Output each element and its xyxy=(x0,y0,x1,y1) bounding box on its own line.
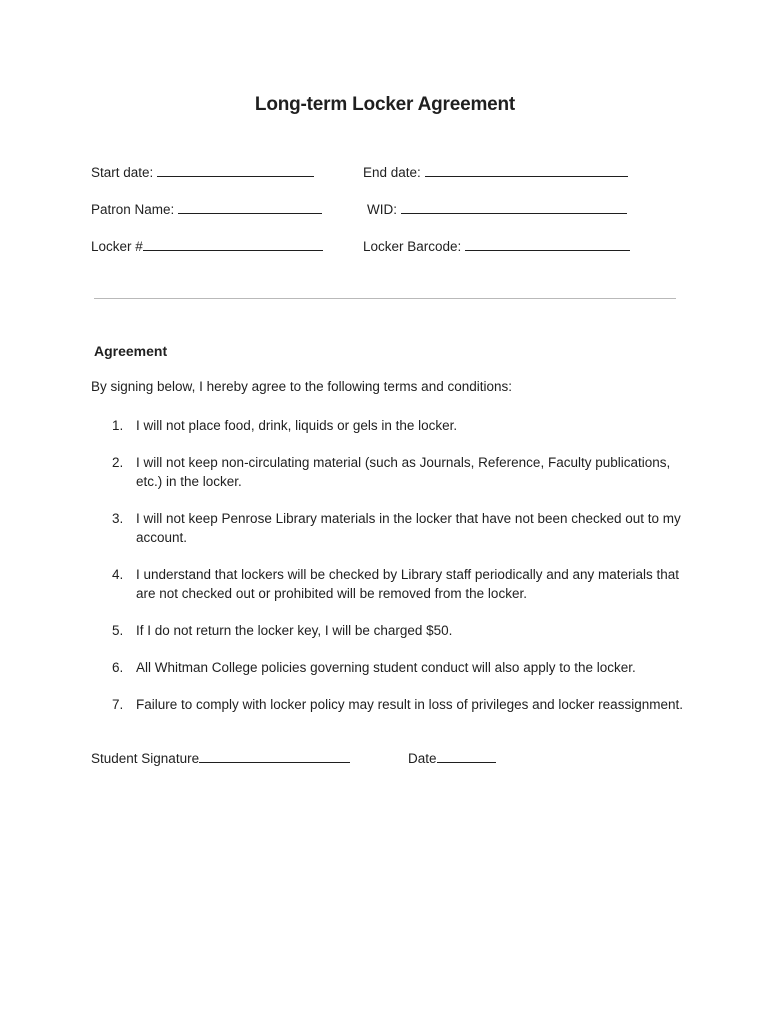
term-number: 1. xyxy=(112,418,124,433)
patron-name-label: Patron Name: xyxy=(91,202,175,217)
term-item xyxy=(91,565,691,603)
student-signature-field[interactable] xyxy=(91,748,350,766)
patron-name-field[interactable] xyxy=(91,199,322,217)
agreement-intro: By signing below, I hereby agree to the following terms and conditions: xyxy=(91,379,512,394)
signature-date-blank[interactable] xyxy=(437,748,496,763)
end-date-label: End date: xyxy=(363,165,421,180)
term-text: I will not place food, drink, liquids or gels in the locker. xyxy=(136,418,458,433)
term-number: 5. xyxy=(112,623,124,638)
term-item xyxy=(91,658,691,677)
locker-barcode-label: Locker Barcode: xyxy=(363,239,462,254)
locker-barcode-blank[interactable] xyxy=(465,236,630,251)
student-signature-label: Student Signature xyxy=(91,751,200,766)
start-date-label: Start date: xyxy=(91,165,154,180)
term-item xyxy=(91,621,691,640)
term-text: If I do not return the locker key, I will be charged $50. xyxy=(136,623,453,638)
term-text: I will not keep non-circulating material (such as Journals, Reference, Faculty publications, etc.) in the locker. xyxy=(136,455,671,489)
term-text: I will not keep Penrose Library materials in the locker that have not been checked out to my account. xyxy=(136,511,681,545)
term-number: 3. xyxy=(112,511,124,526)
agreement-heading: Agreement xyxy=(94,343,168,359)
end-date-blank[interactable] xyxy=(425,162,628,177)
term-number: 6. xyxy=(112,660,124,675)
term-text: All Whitman College policies governing student conduct will also apply to the locker. xyxy=(136,660,636,675)
term-item xyxy=(91,453,691,491)
signature-date-label: Date xyxy=(408,751,437,766)
term-number: 7. xyxy=(112,697,124,712)
start-date-blank[interactable] xyxy=(157,162,314,177)
term-item xyxy=(91,509,691,547)
terms-list xyxy=(91,416,691,732)
term-number: 2. xyxy=(112,455,124,470)
locker-barcode-field[interactable] xyxy=(363,236,630,254)
signature-date-field[interactable] xyxy=(408,748,496,766)
term-item xyxy=(91,695,691,714)
wid-label: WID: xyxy=(367,202,397,217)
student-signature-blank[interactable] xyxy=(199,748,350,763)
term-item xyxy=(91,416,691,435)
wid-field[interactable] xyxy=(367,199,627,217)
patron-name-blank[interactable] xyxy=(178,199,322,214)
wid-blank[interactable] xyxy=(401,199,627,214)
term-text: Failure to comply with locker policy may result in loss of privileges and locker reassignment. xyxy=(136,697,683,712)
section-divider xyxy=(94,298,676,299)
end-date-field[interactable] xyxy=(363,162,628,180)
locker-number-field[interactable] xyxy=(91,236,323,254)
start-date-field[interactable] xyxy=(91,162,314,180)
document-title: Long-term Locker Agreement xyxy=(254,94,516,115)
term-number: 4. xyxy=(112,567,124,582)
term-text: I understand that lockers will be checked by Library staff periodically and any materials that are not checked out or prohibited will be removed from the locker. xyxy=(136,567,680,601)
locker-number-blank[interactable] xyxy=(143,236,323,251)
locker-number-label: Locker # xyxy=(91,239,143,254)
